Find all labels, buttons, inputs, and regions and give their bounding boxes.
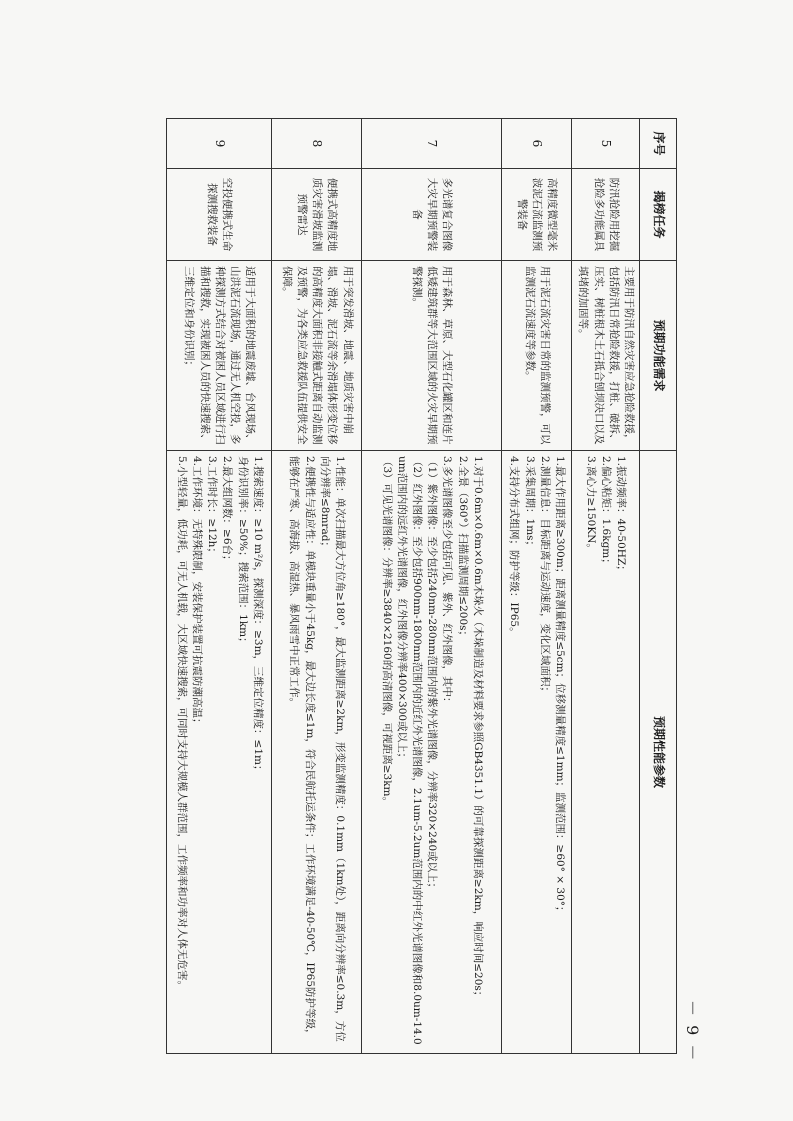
row-perf xyxy=(502,451,572,1054)
row-no: 6 xyxy=(502,119,572,169)
perf-line: 2.便携性与适应性：单模块重量小于45kg，最大边长度≤1m，符合民航托运条件；工作环境满足-40-50℃，IP65防护等级，能够在严寒、高海拔、高湿热、暴风雨雪中正常工作。 xyxy=(288,456,316,1040)
row-no: 5 xyxy=(572,119,640,169)
page-number: － 9 － xyxy=(683,1000,702,1063)
perf-line: （3）可见光谱图像：分辨率≥3840×2160的高清图像，可视距离≥3km。 xyxy=(380,456,393,808)
perf-line: 1.振动频率：40-50HZ； xyxy=(615,456,628,576)
perf-line: 3.工作时长：≥12h； xyxy=(206,456,219,558)
row-no: 8 xyxy=(272,119,362,169)
perf-line: 1.搜索速度：≥10 m²/s，探测深度：≥3m，三维定位精度：≤1m； xyxy=(251,456,264,776)
table-row xyxy=(502,119,572,1054)
perf-line: 3.采集周期：1ms； xyxy=(523,456,536,552)
row-func: 主要用于防汛自然灾害应急抢险救援，包括防汛日常抢险救援，打桩、破拆、压实、树桩根木土石抵合刨坝决口以及填堵的加固等。 xyxy=(572,261,640,451)
perf-line: 2.偏心粘矩：1.6kgm； xyxy=(600,456,613,569)
table-row xyxy=(167,119,272,1054)
row-perf xyxy=(572,451,640,1054)
table-row xyxy=(572,119,640,1054)
perf-line: 4.支持分布式组网；防护等级：IP65。 xyxy=(508,456,521,638)
row-task: 防汛抢险用挖掘抢险多功能属具 xyxy=(572,169,640,261)
perf-line: 3.离心力≥150KN。 xyxy=(584,456,597,554)
row-task: 高精度微型毫米波泥石流监测预警装备 xyxy=(502,169,572,261)
rotated-page xyxy=(140,118,677,1053)
row-func: 用于泥石流灾害日常的监测预警，可以监测泥石流速度等参数。 xyxy=(502,261,572,451)
table-row xyxy=(272,119,362,1054)
header-no: 序号 xyxy=(640,119,677,169)
header-perf: 预期性能参数 xyxy=(640,451,677,1054)
table-row xyxy=(362,119,502,1054)
row-task: 多光谱复合图像大灾早期预警装备 xyxy=(362,169,502,261)
perf-line: 2.测量信息：目标距离与运动速度，变化区域面积； xyxy=(538,456,551,698)
perf-line: 2.最大组网数：≥6台； xyxy=(221,456,234,566)
row-func: 用于突发滑坡、地震、地质灾害中崩塌、滑坡、泥石流等余滑塌体形变位移的高精度大面积非接触式距离自动监测及预警，为各类应急救援队伍提供安全保障。 xyxy=(272,261,362,451)
row-task: 便携式高精度地质灾害滑坡监测预警雷达 xyxy=(272,169,362,261)
perf-line: 5.小型轻量，低功耗，可无人机载，大区域快速搜索，可同时支持大规模人群范围，工作频率和功率对人体无危害。 xyxy=(175,456,188,992)
perf-line: 2.全景（360°）扫描监测周期≤200s； xyxy=(456,456,469,642)
perf-line: 身份识别率：≥50%；搜索范围：1km； xyxy=(236,456,249,648)
row-perf xyxy=(272,451,362,1054)
header-task: 揭榜任务 xyxy=(640,169,677,261)
row-func: 用于森林、草原、大型石化罐区和连片低矮建筑群等大范围区域的火灾早期预警探测。 xyxy=(362,261,502,451)
perf-line: （1）紫外图像：至少包括240nm-280nm范围内的紫外光谱图像，分辨率320×240或以上； xyxy=(426,456,439,894)
row-func: 适用于大面积的地震废墟、台风现场、山洪泥石流现场，通过无人机空投，多种探测方式结合对被困人员区域进行扫描和搜救，实现被困人员的快速搜索、三维定位和身份识别； xyxy=(167,261,272,451)
row-no: 9 xyxy=(167,119,272,169)
row-no: 7 xyxy=(362,119,502,169)
perf-line: 3.多光谱图像至少包括可见、紫外、红外图像，其中： xyxy=(441,456,454,708)
row-perf xyxy=(362,451,502,1054)
perf-line: 1.性能：单次扫描最大方位角≥180°，最大监测距离≥2km，形变监测精度：0.1mm（1km处），距离向分辨率≤0.3m，方位向分辨率≤8mrad； xyxy=(318,456,347,1042)
perf-line: 4.工作环境：无特殊限制，安装保护装置可抗震防潮高温； xyxy=(190,456,203,729)
row-task: 空投便携式生命探测搜救装备 xyxy=(167,169,272,261)
row-perf xyxy=(167,451,272,1054)
perf-line: 1.对于0.6m×0.6m×0.6m木垛火（木垛制造及材料要求参照GB4351.1）的可靠探测距离≥2km，响应时间≤20s； xyxy=(471,456,484,1002)
perf-line: 1.最大作用距离≥300m；距离测量精度≤5cm；位移测量精度≤1mm；监测范围：≥60° × 30°； xyxy=(554,456,567,917)
header-row xyxy=(640,119,677,1054)
perf-line: （2）红外图像：至少包括900nm-1800nm范围内的近红外光谱图像，2.1um-5.2um范围内的中红外光谱图像和8.0um-14.0um范围内的远红外光谱图像，红外图像分辨率400×300或以上； xyxy=(395,456,424,1045)
header-func: 预期功能需求 xyxy=(640,261,677,451)
spec-table xyxy=(166,118,677,1054)
